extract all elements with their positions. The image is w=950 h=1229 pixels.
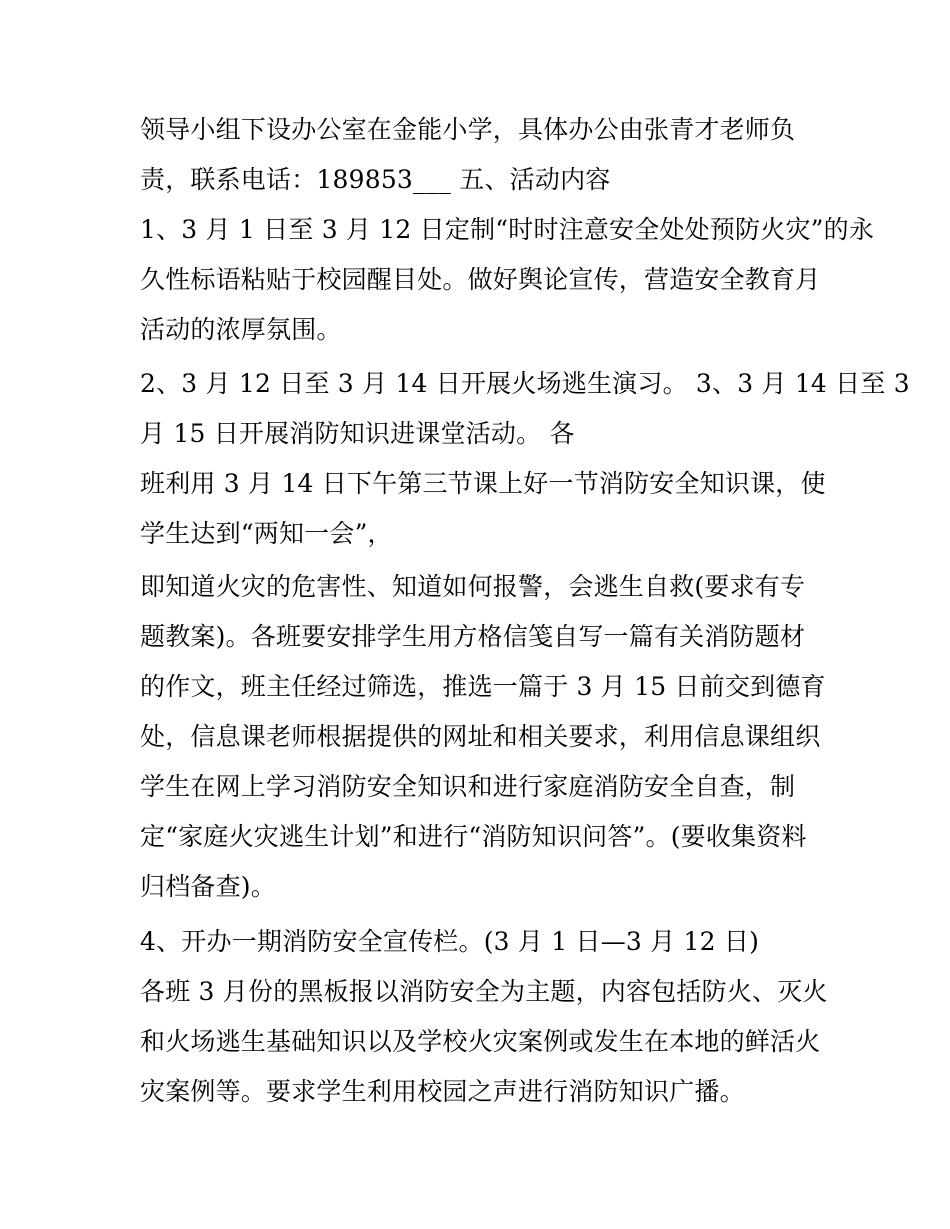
text-line: 领导小组下设办公室在金能小学，具体办公由张青才老师负	[140, 115, 796, 144]
text-line: 2、3 月 12 日至 3 月 14 日开展火场逃生演习。 3、3 月 14 日至 3	[140, 369, 910, 398]
text-line: 4、开办一期消防安全宣传栏。(3 月 1 日—3 月 12 日)	[140, 927, 760, 956]
text-line: 即知道火灾的危害性、知道如何报警，会逃生自救(要求有专	[140, 572, 806, 601]
text-line: 久性标语粘贴于校园醒目处。做好舆论宣传，营造安全教育月	[140, 265, 821, 294]
text-line: 1、3 月 1 日至 3 月 12 日定制“时时注意安全处处预防火灾”的永	[140, 215, 875, 244]
text-line: 学生在网上学习消防安全知识和进行家庭消防安全自查，制	[140, 772, 796, 801]
text-line: 和火场逃生基础知识以及学校火灾案例或发生在本地的鲜活火	[140, 1027, 821, 1056]
text-line: 灾案例等。要求学生利用校园之声进行消防知识广播。	[140, 1077, 745, 1106]
text-line: 班利用 3 月 14 日下午第三节课上好一节消防安全知识课，使	[140, 469, 826, 498]
text-line: 定“家庭火灾逃生计划”和进行“消防知识问答”。(要收集资料	[140, 822, 807, 851]
text-line: 学生达到“两知一会”，	[140, 519, 393, 548]
text-line: 活动的浓厚氛围。	[140, 315, 342, 344]
text-line: 月 15 日开展消防知识进课堂活动。 各	[140, 419, 575, 448]
text-line: 题教案)。各班要安排学生用方格信笺自写一篇有关消防题材	[140, 622, 806, 651]
text-line: 处，信息课老师根据提供的网址和相关要求，利用信息课组织	[140, 722, 821, 751]
text-line: 各班 3 月份的黑板报以消防安全为主题，内容包括防火、灭火	[140, 977, 828, 1006]
text-line: 责，联系电话：189853___ 五、活动内容	[140, 165, 611, 194]
text-line: 的作文，班主任经过筛选，推选一篇于 3 月 15 日前交到德育	[140, 672, 826, 701]
text-line: 归档备查)。	[140, 872, 276, 901]
